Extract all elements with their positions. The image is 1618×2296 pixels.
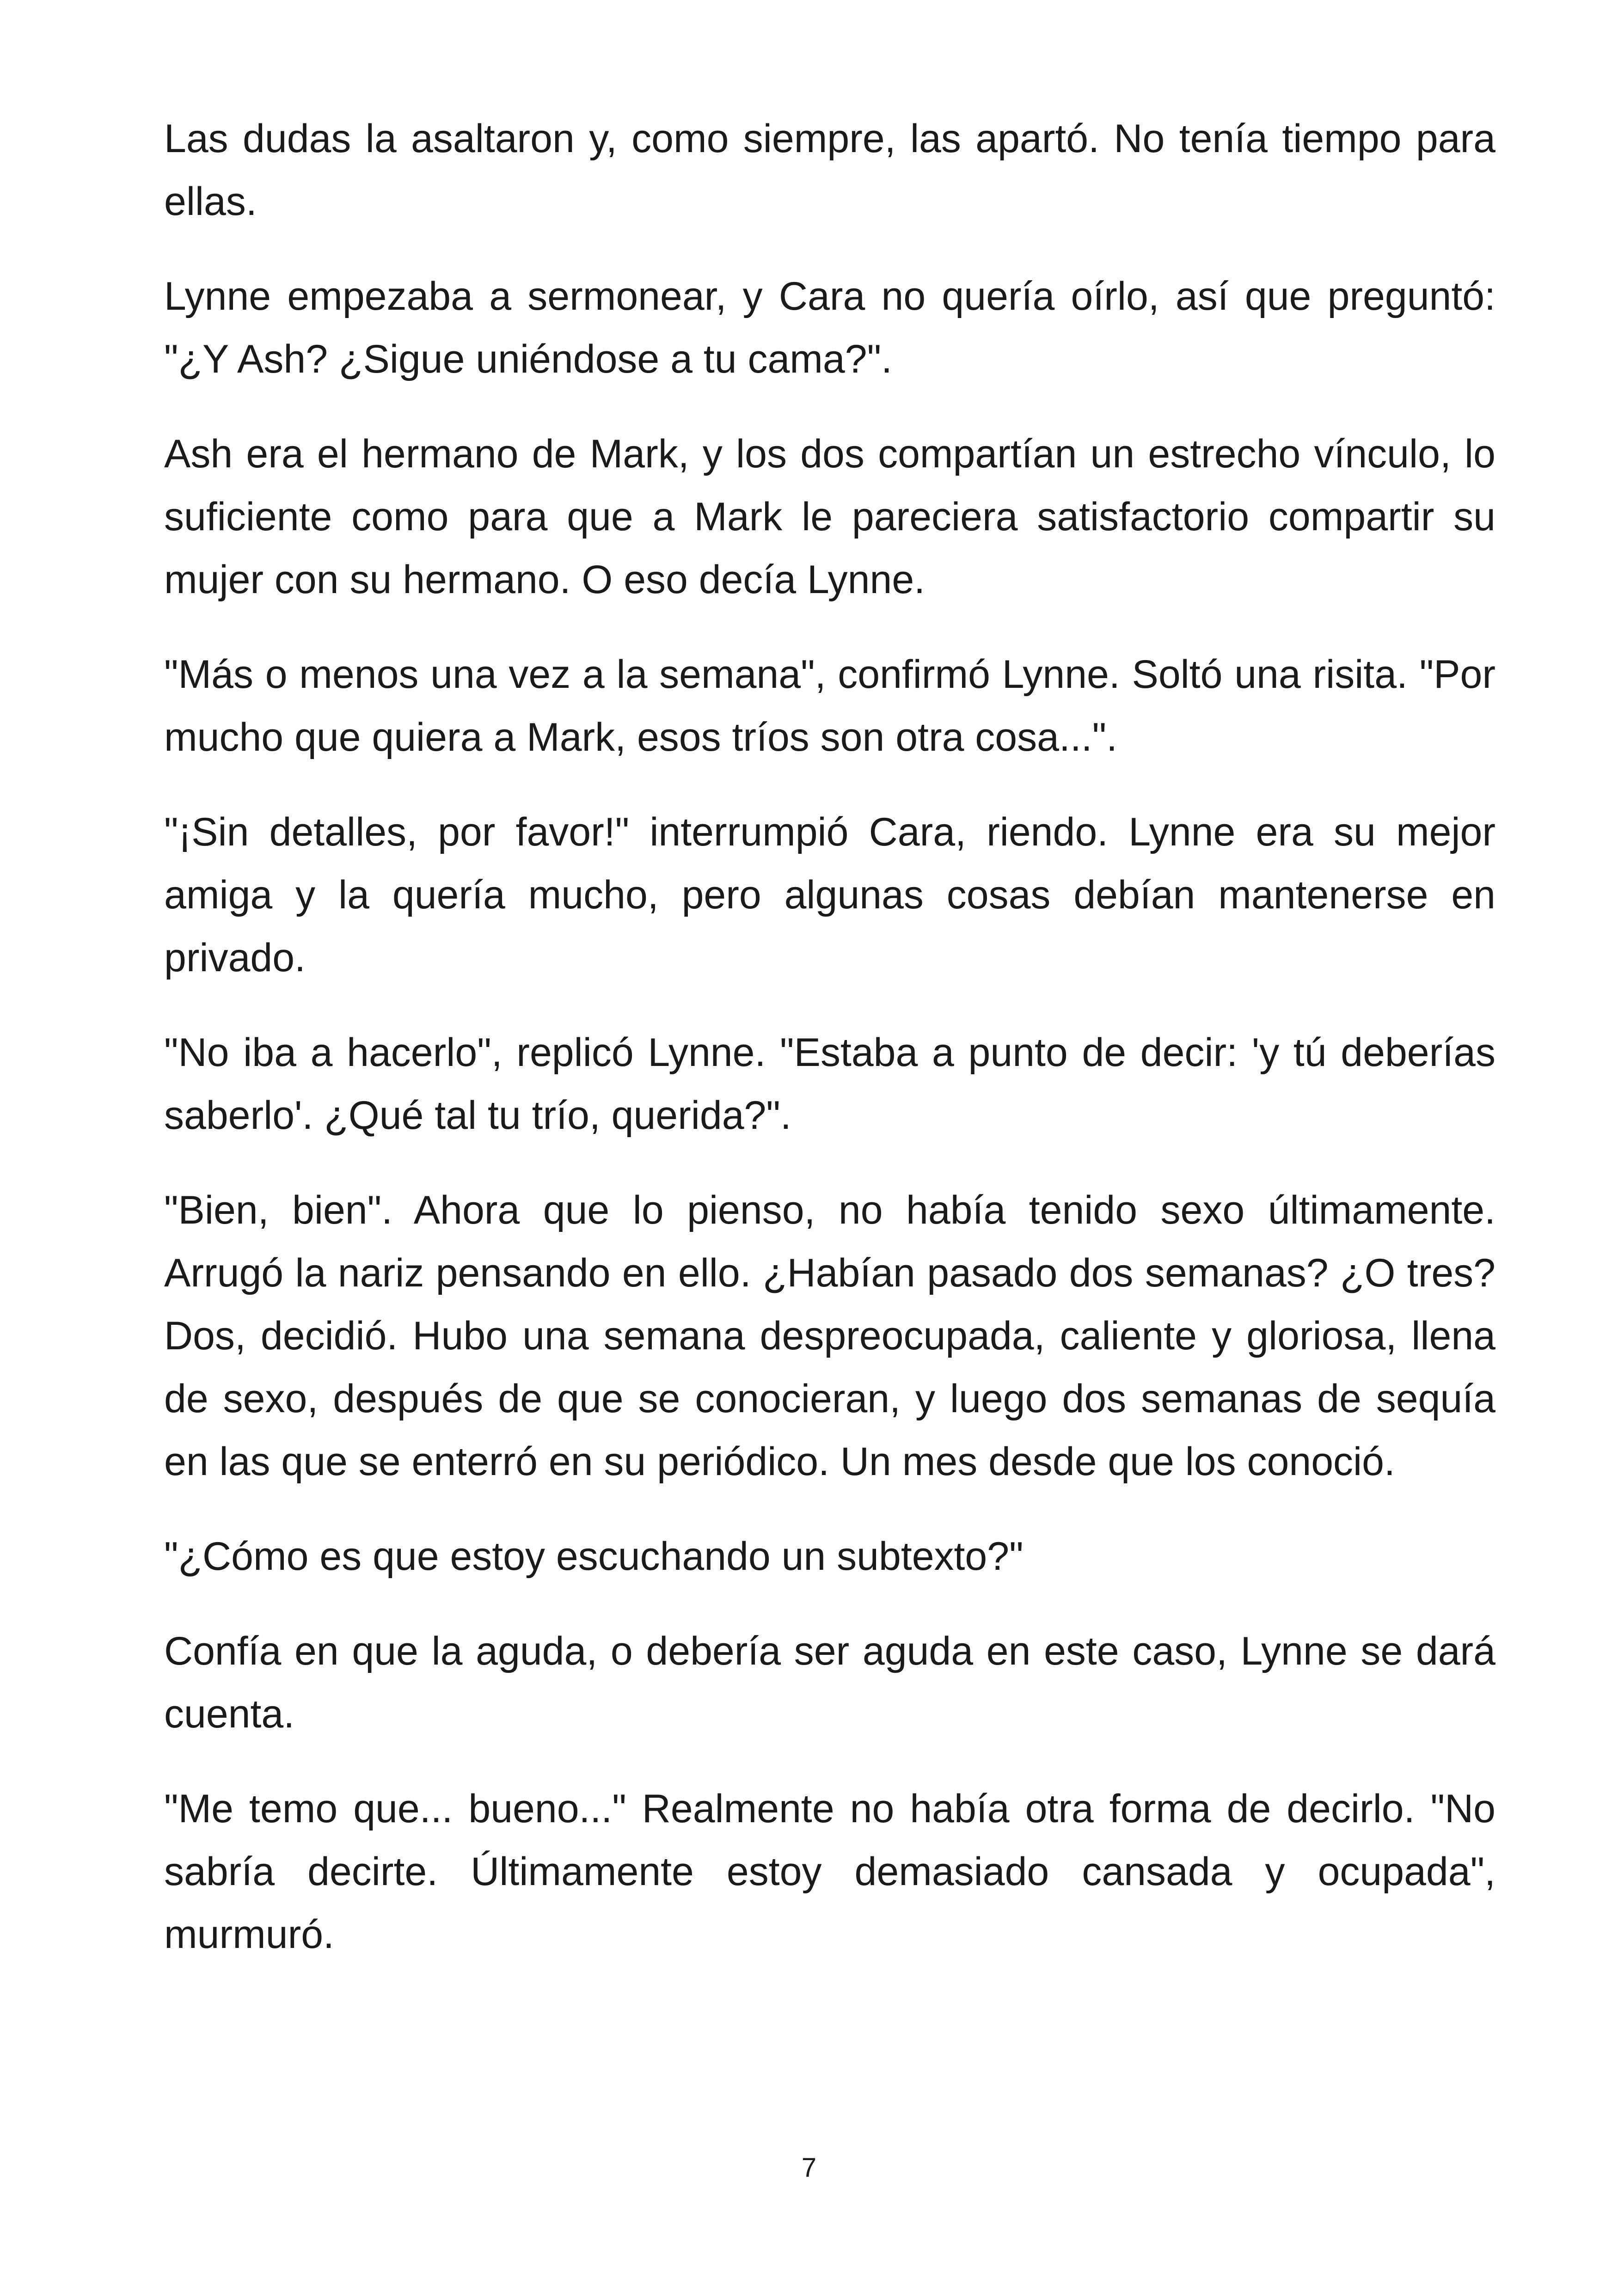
page-number: 7 xyxy=(801,2153,817,2183)
body-text xyxy=(164,107,1495,1998)
paragraph-6: "No iba a hacerlo", replicó Lynne. "Estaba a punto de decir: 'y tú deberías saberlo'. ¿Qué tal tu trío, querida?". xyxy=(164,1030,1495,1138)
paragraph-4: "Más o menos una vez a la semana", confirmó Lynne. Soltó una risita. "Por mucho que quiera a Mark, esos tríos son otra cosa...". xyxy=(164,652,1495,759)
paragraph-10: "Me temo que... bueno..." Realmente no había otra forma de decirlo. "No sabría decirte. Últimamente estoy demasiado cansada y ocupada", murmuró. xyxy=(164,1787,1495,1957)
paragraph-5: "¡Sin detalles, por favor!" interrumpió Cara, riendo. Lynne era su mejor amiga y la quería mucho, pero algunas cosas debían mantenerse en privado. xyxy=(164,810,1495,980)
paragraph-7: "Bien, bien". Ahora que lo pienso, no había tenido sexo últimamente. Arrugó la nariz pensando en ello. ¿Habían pasado dos semanas? ¿O tres? Dos, decidió. Hubo una semana despreocupada, caliente y gloriosa, llena de sexo, después de que se conocieran, y luego dos semanas de sequía en las que se enterró en su periódico. Un mes desde que los conoció. xyxy=(164,1188,1495,1484)
paragraph-8: "¿Cómo es que estoy escuchando un subtexto?" xyxy=(164,1534,1024,1579)
paragraph-9: Confía en que la aguda, o debería ser aguda en este caso, Lynne se dará cuenta. xyxy=(164,1629,1495,1736)
paragraph-1: Las dudas la asaltaron y, como siempre, las apartó. No tenía tiempo para ellas. xyxy=(164,116,1495,224)
paragraph-2: Lynne empezaba a sermonear, y Cara no quería oírlo, así que preguntó: "¿Y Ash? ¿Sigue uniéndose a tu cama?". xyxy=(164,274,1495,381)
paragraph-3: Ash era el hermano de Mark, y los dos compartían un estrecho vínculo, lo suficiente como para que a Mark le pareciera satisfactorio compartir su mujer con su hermano. O eso decía Lynne. xyxy=(164,432,1495,602)
